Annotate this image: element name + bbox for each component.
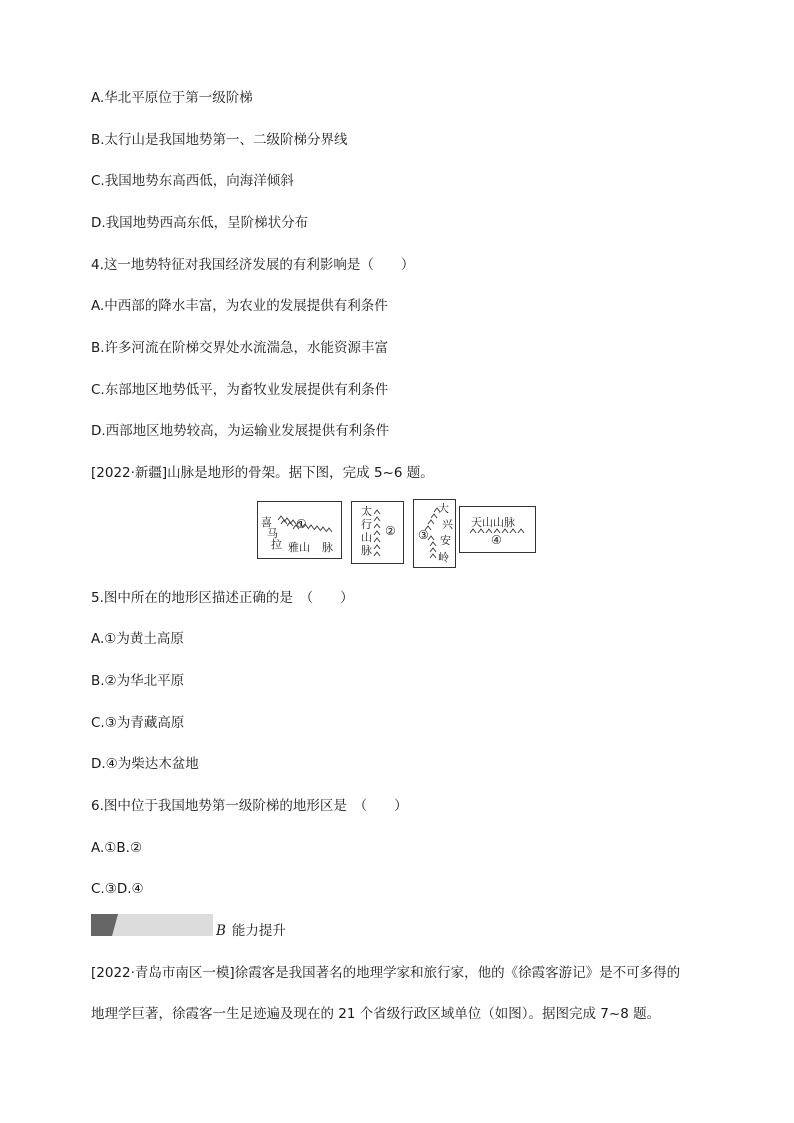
intro-7-8-line-1: [2022·青岛市南区一模]徐霞客是我国著名的地理学家和旅行家，他的《徐霞客游记》是不可多得的	[91, 965, 681, 981]
q4-option-d: D.西部地区地势较高，为运输业发展提供有利条件	[91, 423, 390, 439]
box3-number: ③	[418, 528, 429, 542]
box2-number: ②	[385, 524, 396, 538]
section-label	[216, 923, 286, 939]
box3-char-2: 兴	[442, 518, 453, 531]
section-bar-dark-block	[91, 914, 118, 936]
box3-char-4: 岭	[438, 551, 449, 564]
figure-box-daxinganling	[413, 499, 456, 568]
box2-char-4: 脉	[361, 544, 372, 557]
q6-options-row-1: A.①B.②	[91, 840, 143, 856]
q6-options-row-2: C.③D.④	[91, 881, 144, 897]
intro-7-8-line-2: 地理学巨著，徐霞客一生足迹遍及现在的 21 个省级行政区域单位（如图）。据图完成 7~8 题。	[91, 1006, 661, 1022]
box3-char-1: 大	[438, 502, 449, 515]
section-title: 能力提升	[231, 923, 286, 939]
q5-option-d: D.④为柴达木盆地	[91, 756, 199, 772]
q3-option-b: B.太行山是我国地势第一、二级阶梯分界线	[91, 132, 348, 148]
box1-char-5: 脉	[322, 541, 333, 554]
figure-box-himalaya	[257, 501, 342, 559]
mountain-symbols-icon	[276, 510, 338, 540]
q4-option-a: A.中西部的降水丰富，为农业的发展提供有利条件	[91, 298, 388, 314]
mountain-symbols-icon	[424, 504, 442, 564]
q3-option-a: A.华北平原位于第一级阶梯	[91, 90, 253, 106]
section-letter: B	[216, 923, 226, 939]
figure-box-taihang	[351, 501, 404, 564]
q4-stem: 4.这一地势特征对我国经济发展的有利影响是（ ）	[91, 257, 415, 273]
box1-char-2: 马	[267, 527, 278, 540]
box2-char-2: 行	[361, 518, 372, 531]
q5-stem: 5.图中所在的地形区描述正确的是 （ ）	[91, 590, 354, 606]
box1-char-3: 拉	[271, 538, 282, 551]
q5-option-c: C.③为青藏高原	[91, 715, 185, 731]
q4-option-b: B.许多河流在阶梯交界处水流湍急，水能资源丰富	[91, 340, 389, 356]
mountain-symbols-icon	[468, 528, 528, 534]
box1-char-1: 喜	[261, 516, 272, 529]
q3-option-c: C.我国地势东高西低，向海洋倾斜	[91, 173, 294, 189]
box3-char-3: 安	[440, 534, 451, 547]
q5-option-b: B.②为华北平原	[91, 673, 185, 689]
box2-char-1: 太	[361, 505, 372, 518]
box4-number: ④	[491, 533, 502, 547]
mountain-symbols-icon	[372, 508, 384, 560]
box4-name: 天山山脉	[471, 516, 515, 529]
q5-option-a: A.①为黄土高原	[91, 631, 184, 647]
intro-5-6: [2022·新疆]山脉是地形的骨架。据下图，完成 5~6 题。	[91, 465, 434, 481]
box1-char-4: 雅山	[288, 541, 310, 554]
q6-stem: 6.图中位于我国地势第一级阶梯的地形区是 （ ）	[91, 798, 408, 814]
section-header-bar	[91, 914, 213, 936]
box2-char-3: 山	[361, 531, 372, 544]
box1-number: ①	[296, 517, 307, 531]
figure-box-tianshan	[459, 506, 536, 553]
q4-option-c: C.东部地区地势低平，为畜牧业发展提供有利条件	[91, 382, 389, 398]
q3-option-d: D.我国地势西高东低，呈阶梯状分布	[91, 215, 309, 231]
